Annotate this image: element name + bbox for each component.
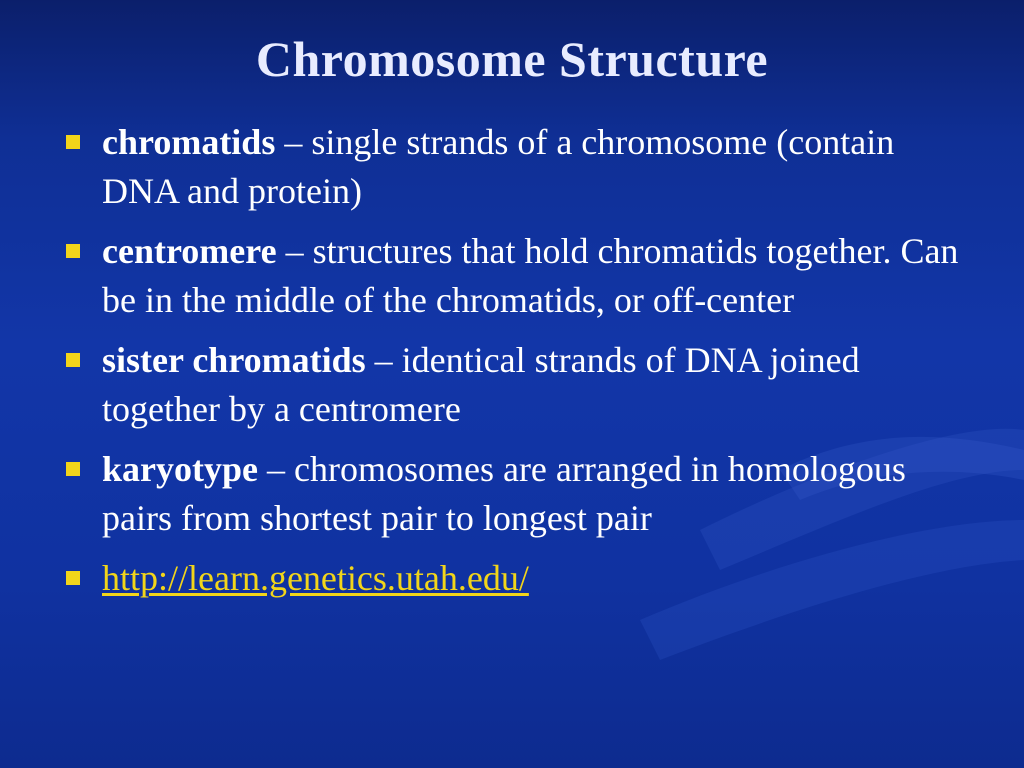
bullet-term: sister chromatids [102, 340, 366, 380]
square-bullet-icon [66, 244, 80, 258]
bullet-item-sister-chromatids [62, 336, 962, 434]
bullet-separator: – [258, 449, 294, 489]
slide-title: Chromosome Structure [255, 31, 769, 87]
bullet-separator: – [365, 340, 402, 380]
square-bullet-icon [66, 353, 80, 367]
bullet-definition: identical strands of DNA joined together by a centromere [102, 340, 860, 429]
bullet-definition: structures that hold chromatids together. Can be in the middle of the chromatids, or off-center [102, 231, 959, 320]
bullet-list [62, 118, 962, 614]
bullet-term: chromatids [102, 122, 276, 162]
bullet-definition: chromosomes are arranged in homologous pairs from shortest pair to longest pair [102, 449, 906, 538]
bullet-item-link [62, 554, 962, 603]
square-bullet-icon [66, 571, 80, 585]
square-bullet-icon [66, 135, 80, 149]
genetics-website-link[interactable]: http://learn.genetics.utah.edu/ [102, 558, 529, 598]
bullet-item-chromatids [62, 118, 962, 216]
bullet-definition: single strands of a chromosome (contain DNA and protein) [102, 122, 895, 211]
bullet-item-centromere [62, 227, 962, 325]
bullet-item-karyotype [62, 445, 962, 543]
bullet-term: karyotype [102, 449, 258, 489]
bullet-separator: – [275, 122, 312, 162]
bullet-term: centromere [102, 231, 277, 271]
bullet-separator: – [276, 231, 313, 271]
square-bullet-icon [66, 462, 80, 476]
